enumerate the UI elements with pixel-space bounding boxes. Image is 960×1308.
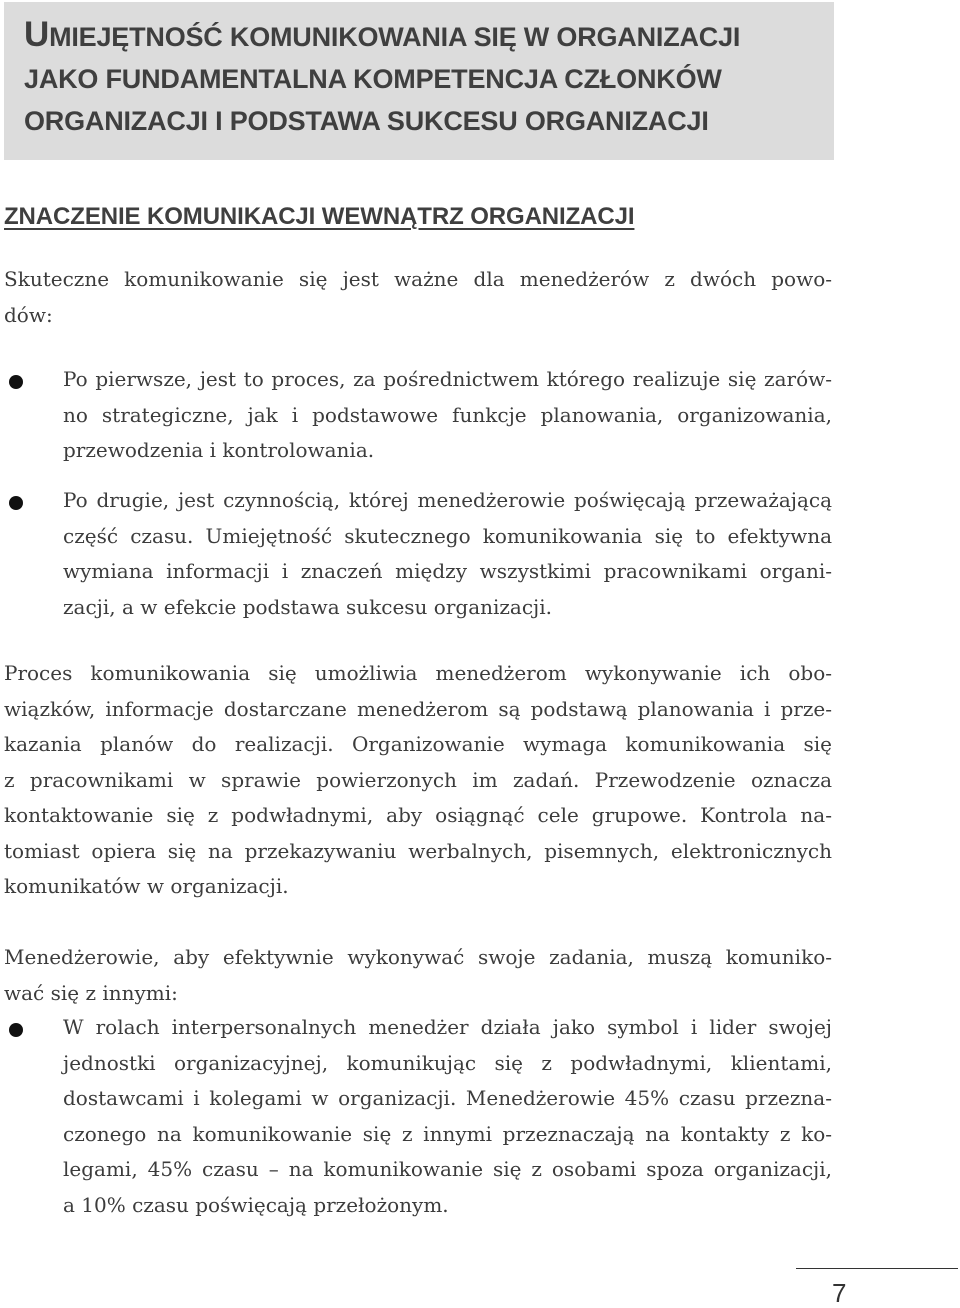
text-line: część czasu. Umiejętność skutecznego komunikowania się to efektywna <box>63 523 832 548</box>
intro-paragraph <box>4 262 832 333</box>
body-paragraph <box>4 940 832 1011</box>
title-line-1-rest: MIEJĘTNOŚĆ KOMUNIKOWANIA SIĘ W ORGANIZACJI <box>49 22 741 52</box>
text-line: komunikatów w organizacji. <box>4 874 289 898</box>
text-line: tomiast opiera się na przekazywaniu werbalnych, pisemnych, elektronicznych <box>4 838 832 863</box>
text-line: legami, 45% czasu – na komunikowanie się z osobami spoza organizacji, <box>63 1157 832 1181</box>
list-item <box>63 483 832 625</box>
list-item <box>63 362 832 469</box>
text-line: przewodzenia i kontrolowania. <box>63 438 375 462</box>
footer-rule <box>796 1268 958 1269</box>
title-line-3: ORGANIZACJI I PODSTAWA SUKCESU ORGANIZACJI <box>24 106 709 136</box>
text-line: Menedżerowie, aby efektywnie wykonywać swoje zadania, muszą komuniko- <box>4 945 832 969</box>
chapter-title <box>24 14 824 142</box>
list-item <box>63 1010 832 1223</box>
bullet-icon <box>9 375 23 389</box>
text-line: Po drugie, jest czynnością, której menedżerowie poświęcają przeważającą <box>63 488 832 512</box>
section-heading: ZNACZENIE KOMUNIKACJI WEWNĄTRZ ORGANIZACJI <box>4 203 635 230</box>
text-line: kazania planów do realizacji. Organizowanie wymaga komunikowania się <box>4 732 832 756</box>
text-line: a 10% czasu poświęcają przełożonym. <box>63 1192 449 1217</box>
text-line: Skuteczne komunikowanie się jest ważne dla menedżerów z dwóch powo- <box>4 267 832 291</box>
text-line: dostawcami i kolegami w organizacji. Menedżerowie 45% czasu przezna- <box>63 1086 832 1110</box>
title-initial: U <box>24 15 50 54</box>
bullet-icon <box>9 1023 23 1037</box>
title-line-2: JAKO FUNDAMENTALNA KOMPETENCJA CZŁONKÓW <box>24 64 722 94</box>
text-line: wymiana informacji i znaczeń między wszystkimi pracownikami organi- <box>63 559 832 583</box>
text-line: no strategiczne, jak i podstawowe funkcje planowania, organizowania, <box>63 402 832 427</box>
bullet-icon <box>9 496 23 510</box>
title-line-1 <box>24 14 824 58</box>
text-line: Proces komunikowania się umożliwia menedżerom wykonywanie ich obo- <box>4 661 832 685</box>
text-line: wiązków, informacje dostarczane menedżerom są podstawą planowania i prze- <box>4 696 832 721</box>
text-line: kontaktowanie się z podwładnymi, aby osiągnąć cele grupowe. Kontrola na- <box>4 803 832 827</box>
text-line: jednostki organizacyjnej, komunikując się z podwładnymi, klientami, <box>63 1050 832 1075</box>
text-line: z pracownikami w sprawie powierzonych im zadań. Przewodzenie oznacza <box>4 767 832 792</box>
text-line: dów: <box>4 302 53 327</box>
page-number: 7 <box>832 1278 847 1308</box>
text-line: zacji, a w efekcie podstawa sukcesu organizacji. <box>63 594 553 619</box>
text-line: czonego na komunikowanie się z innymi przeznaczają na kontakty z ko- <box>63 1121 832 1146</box>
text-line: wać się z innymi: <box>4 980 178 1005</box>
text-line: Po pierwsze, jest to proces, za pośrednictwem którego realizuje się zarów- <box>63 367 832 391</box>
text-line: W rolach interpersonalnych menedżer działa jako symbol i lider swojej <box>63 1015 832 1039</box>
body-paragraph <box>4 656 832 905</box>
